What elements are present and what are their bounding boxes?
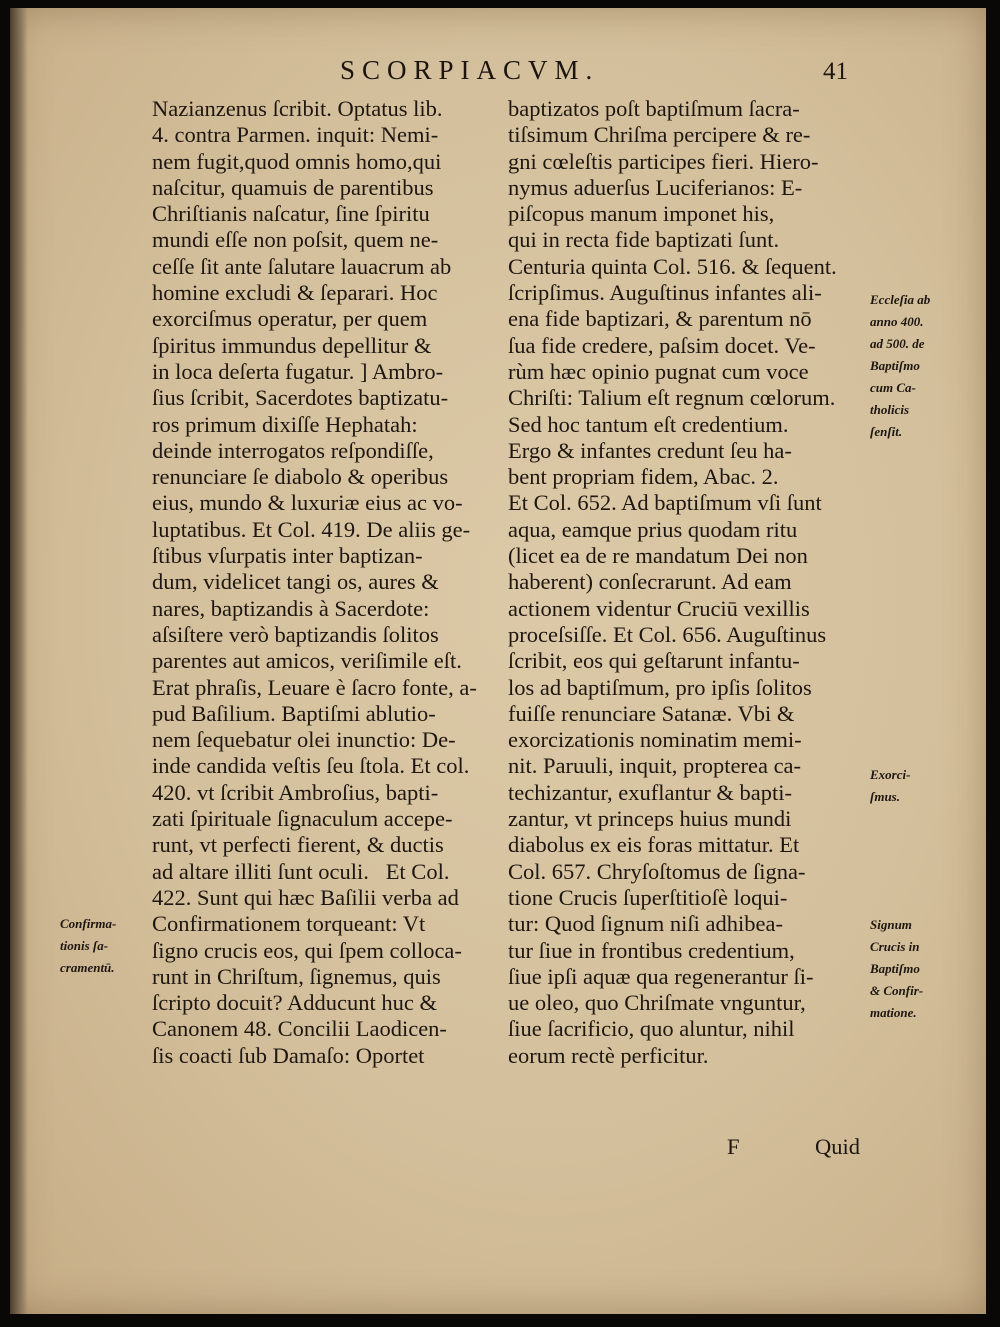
text-line: 420. vt ſcribit Ambroſius, bapti- [152, 779, 439, 805]
text-line: parentes aut amicos, veriſimile eſt. [152, 648, 462, 674]
text-line: qui in recta fide baptizati ſunt. [508, 227, 780, 253]
text-line: runt in Chriſtum, ſignemus, quis [152, 963, 441, 989]
text-line: ſpiritus immundus depellitur & [152, 332, 432, 358]
text-line: tiſsimum Chriſma percipere & re- [508, 122, 811, 148]
text-line: (licet ea de re mandatum Dei non [508, 543, 808, 569]
text-line: nit. Paruuli, inquit, propterea ca- [508, 753, 802, 779]
text-line: Centuria quinta Col. 516. & ſequent. [508, 253, 837, 279]
text-line: nymus aduerſus Luciferianos: E- [508, 174, 803, 200]
text-line: luptatibus. Et Col. 419. De aliis ge- [152, 516, 471, 542]
text-line: ros primum dixiſſe Hephatah: [152, 411, 418, 437]
text-line: Confirmationem torqueant: Vt [152, 911, 426, 937]
text-line: zantur, vt princeps huius mundi [508, 806, 792, 832]
text-line: aqua, eamque prius quodam ritu [508, 516, 798, 542]
text-line: ena fide baptizari, & parentum nō [508, 306, 812, 332]
text-line: nem fugit,quod omnis homo,qui [152, 148, 442, 174]
text-line: dum, videlicet tangi os, aures & [152, 569, 439, 595]
text-line: mundi eſſe non poſsit, quem ne- [152, 227, 439, 253]
text-line: ſiue ipſi aquæ qua regenerantur ſi- [508, 963, 814, 989]
text-line: homine excludi & ſeparari. Hoc [152, 280, 438, 306]
text-line: ſis coacti ſub Damaſo: Oportet [152, 1042, 425, 1068]
text-line: fuiſſe renunciare Satanæ. Vbi & [508, 700, 795, 726]
text-line: ſcribit, eos qui geſtarunt infantu- [508, 648, 800, 674]
text-line: naſcitur, quamuis de parentibus [152, 174, 434, 200]
text-line: deinde interrogatos reſpondiſſe, [152, 437, 434, 463]
text-column-right [508, 96, 837, 1069]
text-line: haberent) conſecrarunt. Ad eam [508, 569, 792, 595]
text-line: diabolus ex eis foras mittatur. Et [508, 832, 800, 858]
text-line: inde candida veſtis ſeu ſtola. Et col. [152, 753, 470, 779]
signature-mark: F [727, 1134, 740, 1159]
text-line: Canonem 48. Concilii Laodicen- [152, 1016, 447, 1042]
text-line: techizantur, exuflantur & bapti- [508, 779, 792, 805]
catchword: Quid [815, 1134, 860, 1159]
margin-note-sign-of-cross: Signum Crucis in Baptiſmo & Confir- matione. [870, 917, 924, 1020]
text-line: tur: Quod ſignum niſi adhibea- [508, 911, 783, 937]
text-line: Sed hoc tantum eſt credentium. [508, 411, 789, 437]
text-line: bent propriam fidem, Abac. 2. [508, 464, 779, 490]
text-line: pud Baſilium. Baptiſmi ablutio- [152, 700, 436, 726]
text-line: baptizatos poſt baptiſmum ſacra- [508, 96, 800, 121]
text-line: ſtibus vſurpatis inter baptizan- [152, 543, 423, 569]
margin-note-confirmation: Confirma- tionis ſa- cramentū. [60, 916, 117, 975]
text-line: 422. Sunt qui hæc Baſilii verba ad [152, 884, 459, 910]
text-line: ad altare illiti ſunt oculi. Et Col. [152, 858, 450, 884]
text-line: aſsiſtere verò baptizandis ſolitos [152, 621, 439, 647]
text-line: ceſſe ſit ante ſalutare lauacrum ab [152, 253, 452, 279]
text-line: ſiue ſacrificio, quo aluntur, nihil [508, 1016, 795, 1042]
text-line: in loca deſerta fugatur. ] Ambro- [152, 358, 444, 384]
text-line: rùm hæc opinio pugnat cum voce [508, 358, 809, 384]
text-column-left [152, 96, 477, 1069]
text-line: ſcripto docuit? Adducunt huc & [152, 990, 437, 1016]
text-line: piſcopus manum imponet his, [508, 201, 775, 227]
text-line: Nazianzenus ſcribit. Optatus lib. [152, 96, 443, 121]
text-line: 4. contra Parmen. inquit: Nemi- [152, 122, 439, 148]
text-line: Ergo & infantes credunt ſeu ha- [508, 437, 792, 463]
text-line: zati ſpirituale ſignaculum accepe- [152, 806, 453, 832]
binding-gutter [10, 8, 28, 1314]
text-line: nem ſequebatur olei inunctio: De- [152, 727, 456, 753]
text-line: Et Col. 652. Ad baptiſmum vſi ſunt [508, 490, 822, 516]
text-line: nares, baptizandis à Sacerdote: [152, 595, 430, 621]
text-line: ſua fide credere, paſsim docet. Ve- [508, 332, 816, 358]
book-page [10, 8, 986, 1314]
text-line: ue oleo, quo Chriſmate vnguntur, [508, 990, 806, 1016]
text-line: Erat phraſis, Leuare è ſacro fonte, a- [152, 674, 477, 700]
text-line: eorum rectè perficitur. [508, 1042, 709, 1068]
text-line: runt, vt perfecti fierent, & ductis [152, 832, 444, 858]
margin-note-exorcism: Exorci- ſmus. [870, 767, 911, 804]
page-number: 41 [823, 58, 848, 85]
text-line: tur ſiue in frontibus credentium, [508, 937, 795, 963]
text-line: Col. 657. Chryſoſtomus de ſigna- [508, 858, 806, 884]
text-line: Chriſti: Talium eſt regnum cœlorum. [508, 385, 836, 411]
text-line: proceſsiſſe. Et Col. 656. Auguſtinus [508, 621, 827, 647]
text-line: ſius ſcribit, Sacerdotes baptizatu- [152, 385, 449, 411]
text-line: ſigno crucis eos, qui ſpem colloca- [152, 937, 462, 963]
text-line: Chriſtianis naſcatur, ſine ſpiritu [152, 201, 430, 227]
text-line: actionem videntur Cruciū vexillis [508, 595, 810, 621]
text-line: exorcizationis nominatim memi- [508, 727, 802, 753]
text-line: los ad baptiſmum, pro ipſis ſolitos [508, 674, 812, 700]
text-line: tione Crucis ſuperſtitioſè loqui- [508, 884, 788, 910]
text-line: renunciare ſe diabolo & operibus [152, 464, 449, 490]
text-line: exorciſmus operatur, per quem [152, 306, 428, 332]
text-line: eius, mundo & luxuriæ eius ac vo- [152, 490, 463, 516]
margin-note-ecclesia: Eccleſia ab anno 400. ad 500. de Baptiſmo cum Ca- tholicis ſenſit. [870, 292, 931, 439]
running-title: SCORPIACVM. [340, 55, 600, 85]
text-line: ſcripſimus. Auguſtinus infantes ali- [508, 280, 822, 306]
text-line: gni cœleſtis participes fieri. Hiero- [508, 148, 819, 174]
